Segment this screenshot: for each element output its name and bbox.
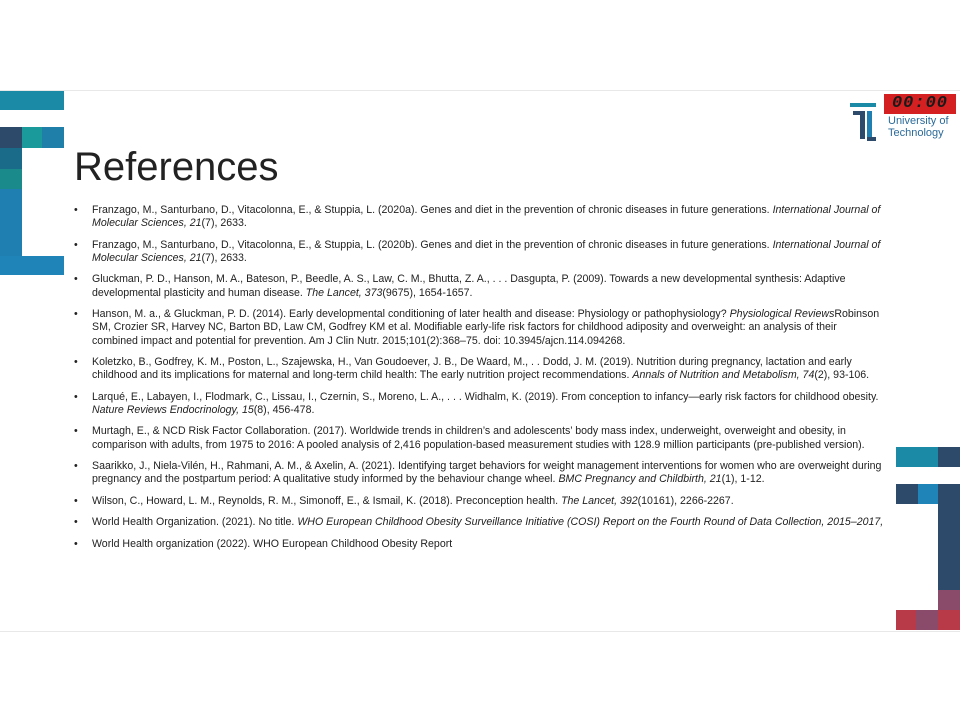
reference-text: World Health Organization. (2021). No title.: [92, 516, 298, 529]
reference-details: (8), 456-478.: [253, 403, 315, 416]
slide: [0, 90, 960, 632]
reference-source: Physiological Reviews: [729, 308, 835, 321]
reference-text: Saarikko, J., Niela-Vilén, H., Rahmani, A. M., & Axelin, A. (2021). Identifying target behaviors for weight management interventions for women who are overweight during pregnancy and the postpartum period: A qualitative study informed by the behaviour change wheel.: [92, 460, 882, 486]
logo-text: [888, 115, 949, 139]
reference-details: (7), 2633.: [201, 217, 247, 230]
reference-details: (7), 2633.: [201, 251, 247, 264]
bullet-icon: •: [74, 308, 78, 321]
reference-text: Franzago, M., Santurbano, D., Vitacolonna, E., & Stuppia, L. (2020a). Genes and diet in the prevention of chronic diseases in future generations.: [92, 204, 773, 216]
reference-details: Robinson SM, Crozier SR, Harvey NC, Barton BD, Law CM, Godfrey KM et al. Modifiable early-life risk factors for childhood adiposity and overweight: an analysis of their combined impact and potential for prevention. Am J Clin Nutr. 2015;101(2):368–75. doi: 10.3945/ajcn.114.094268.: [92, 308, 880, 347]
bullet-icon: •: [74, 460, 78, 473]
reference-item: [74, 516, 884, 529]
reference-source: Annals of Nutrition and Metabolism, 74: [632, 369, 815, 382]
reference-text: World Health organization (2022). WHO European Childhood Obesity Report: [92, 537, 453, 550]
reference-source: International Journal of Molecular Sciences, 21: [92, 238, 881, 264]
reference-item: [74, 239, 884, 265]
bullet-icon: •: [74, 516, 78, 529]
logo-line-2: Technology: [888, 127, 944, 139]
bullet-icon: •: [74, 425, 78, 438]
bullet-icon: •: [74, 356, 78, 369]
bullet-icon: •: [74, 494, 78, 507]
reference-source: BMC Pregnancy and Childbirth, 21: [558, 473, 722, 486]
reference-text: Murtagh, E., & NCD Risk Factor Collaboration. (2017). Worldwide trends in children’s and adolescents’ body mass index, underweight, overweight and obesity, in comparison with adults, from 1975 to 2016: A pooled analysis of 2,416 population-based measurement studies with 128.9 million participants (pre-published version).: [92, 425, 865, 451]
reference-item: [74, 495, 884, 508]
logo-mark-icon: [850, 103, 880, 143]
reference-text: Wilson, C., Howard, L. M., Reynolds, R. M., Simonoff, E., & Ismail, K. (2018). Preconception health.: [92, 494, 562, 507]
timer-display: 00:00: [884, 94, 956, 114]
reference-text: Larqué, E., Labayen, I., Flodmark, C., Lissau, I., Czernin, S., Moreno, L. A., . . . Widhalm, K. (2019). From conception to infancy—early risk factors for childhood obesity.: [92, 390, 879, 403]
reference-item: [74, 538, 884, 551]
page-title: References: [74, 145, 279, 189]
bullet-icon: •: [74, 273, 78, 286]
reference-details: (2), 93-106.: [814, 369, 870, 382]
reference-item: [74, 273, 884, 299]
reference-item: [74, 356, 884, 382]
reference-item: [74, 204, 884, 230]
bullet-icon: •: [74, 204, 78, 216]
reference-item: [74, 460, 884, 486]
reference-text: Franzago, M., Santurbano, D., Vitacolonna, E., & Stuppia, L. (2020b). Genes and diet in the prevention of chronic diseases in future generations.: [92, 238, 773, 251]
reference-source: The Lancet, 373: [305, 286, 383, 299]
reference-details: (10161), 2266-2267.: [637, 494, 734, 507]
reference-text: Koletzko, B., Godfrey, K. M., Poston, L., Szajewska, H., Van Goudoever, J. B., De Waard, M., . . Dodd, J. M. (2019). Nutrition during pregnancy, lactation and early childhood and its implications for maternal and long-term child health: The early nutrition project recommendations.: [92, 356, 852, 382]
reference-source: International Journal of Molecular Sciences, 21: [92, 204, 881, 230]
bullet-icon: •: [74, 537, 78, 550]
reference-item: [74, 425, 884, 451]
reference-item: [74, 391, 884, 417]
reference-item: [74, 308, 884, 348]
bullet-icon: •: [74, 390, 78, 403]
references-list: [74, 204, 884, 559]
reference-text: Hanson, M. a., & Gluckman, P. D. (2014). Early developmental conditioning of later health and disease: Physiology or pathophysiology?: [92, 308, 730, 321]
reference-details: (1), 1-12.: [721, 473, 765, 486]
reference-source: The Lancet, 392: [561, 494, 638, 507]
bullet-icon: •: [74, 238, 78, 251]
reference-source: Nature Reviews Endocrinology, 15: [92, 403, 254, 416]
reference-text: Gluckman, P. D., Hanson, M. A., Bateson, P., Beedle, A. S., Law, C. M., Bhutta, Z. A., . . . Dasgupta, P. (2009). Towards a new developmental synthesis: Adaptive developmental plasticity and human disease.: [92, 273, 846, 299]
reference-details: (9675), 1654-1657.: [382, 286, 473, 299]
reference-source: WHO European Childhood Obesity Surveillance Initiative (COSI) Report on the Fourth Round of Data Collection, 2015–2017,: [297, 516, 884, 529]
logo-line-1: University of: [888, 115, 949, 127]
